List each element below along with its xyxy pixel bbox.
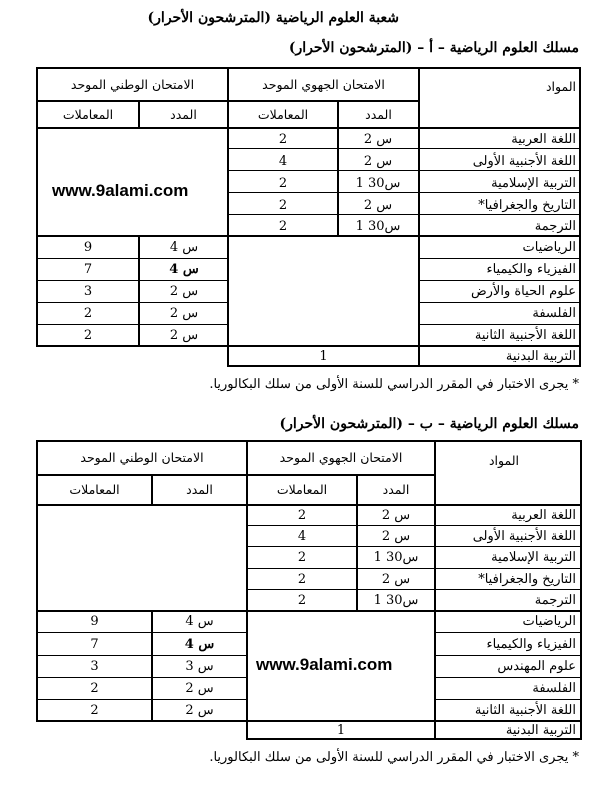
table-row-duration: 2 س (363, 198, 393, 213)
section-b-footnote: * يجرى الاختبار في المقرر الدراسي للسنة الأولى من سلك البكالوريا. (209, 750, 579, 765)
national-duration-header: المدد (186, 482, 213, 497)
table-row-subject: الفيزياء والكيمياء (486, 262, 576, 277)
table-row-duration: 2 س (169, 328, 199, 343)
table-row-coef: 2 (278, 219, 288, 234)
table-row-duration: 3 س (185, 659, 214, 674)
table-row-coef: 2 (297, 572, 307, 587)
subjects-header: المواد (545, 79, 576, 94)
table-row-subject: اللغة العربية (511, 508, 576, 523)
table-row-duration: 1 س30 (355, 219, 401, 234)
table-row-subject: اللغة الأجنبية الثانية (474, 703, 576, 718)
table-row-subject: الفلسفة (532, 306, 576, 321)
subjects-header: المواد (488, 453, 519, 468)
table-row-duration: 2 س (169, 306, 199, 321)
table-row-duration: 2 س (185, 703, 214, 718)
section-b-title: مسلك العلوم الرياضية – ب – (المترشحون الأحرار) (279, 416, 579, 432)
table-row-duration: 2 س (381, 508, 411, 523)
regional-header: الامتحان الجهوي الموحد (279, 450, 403, 465)
table-row-subject: اللغة الأجنبية الأولى (472, 154, 576, 169)
pe-subject: التربية البدنية (505, 349, 576, 364)
table-row-subject: اللغة العربية (511, 132, 576, 147)
table-row-subject: الرياضيات (522, 614, 576, 629)
table-row-subject: الرياضيات (522, 240, 576, 255)
table-row-subject: التربية الإسلامية (491, 176, 576, 191)
national-coef-header: المعاملات (69, 482, 120, 497)
table-row-duration: 2 س (169, 284, 199, 299)
table-row-subject: الترجمة (534, 593, 576, 608)
table-row-duration: 2 س (185, 681, 214, 696)
watermark: www.9alami.com (52, 181, 189, 200)
table-row-subject: التاريخ والجغرافيا* (478, 198, 576, 213)
table-row-duration: 4 س (169, 262, 199, 277)
national-coef-header: المعاملات (62, 107, 114, 122)
table-row-subject: الفيزياء والكيمياء (486, 637, 576, 652)
document-title: شعبة العلوم الرياضية (المترشحون الأحرار) (147, 10, 399, 26)
table-row-subject: التاريخ والجغرافيا* (478, 572, 576, 587)
national-empty-block (36, 504, 248, 612)
table-row-duration: 2 س (381, 529, 411, 544)
table-row-duration: 1 س30 (373, 593, 419, 608)
national-duration-header: المدد (170, 107, 197, 122)
table-row-coef: 2 (90, 681, 99, 696)
subjects-header-cell (434, 440, 582, 506)
table-row-duration: 2 س (363, 132, 393, 147)
regional-coef-header: المعاملات (276, 482, 328, 497)
table-row-coef: 3 (83, 284, 93, 299)
table-row-coef: 3 (90, 659, 99, 674)
table-row-coef: 2 (297, 550, 307, 565)
regional-coef-header: المعاملات (257, 107, 309, 122)
watermark: www.9alami.com (256, 655, 393, 674)
table-row-subject: الفلسفة (532, 681, 576, 696)
table-row-duration: 2 س (363, 154, 393, 169)
table-row-duration: 4 س (185, 614, 214, 629)
regional-header: الامتحان الجهوي الموحد (262, 77, 385, 92)
pe-subject: التربية البدنية (505, 723, 576, 738)
table-row-coef: 4 (278, 154, 288, 169)
pe-coef: 1 (319, 349, 328, 364)
table-row-coef: 9 (83, 240, 93, 255)
subjects-header-cell (418, 67, 581, 129)
section-a-footnote: * يجرى الاختبار في المقرر الدراسي للسنة الأولى من سلك البكالوريا. (209, 377, 579, 392)
regional-duration-header: المدد (382, 482, 410, 497)
regional-duration-header: المدد (365, 107, 392, 122)
national-header: الامتحان الوطني الموحد (80, 450, 204, 465)
table-row-coef: 2 (83, 306, 93, 321)
table-row-coef: 4 (297, 529, 307, 544)
national-header: الامتحان الوطني الموحد (70, 77, 195, 92)
table-row-duration: 1 س30 (355, 176, 401, 191)
table-row-duration: 2 س (381, 572, 411, 587)
pe-coef: 1 (336, 723, 346, 738)
table-row-coef: 2 (278, 176, 288, 191)
table-row-duration: 1 س30 (373, 550, 419, 565)
table-row-coef: 9 (90, 614, 99, 629)
table-row-subject: اللغة الأجنبية الثانية (474, 328, 576, 343)
table-row-subject: التربية الإسلامية (491, 550, 576, 565)
table-row-subject: اللغة الأجنبية الأولى (472, 529, 576, 544)
table-row-coef: 2 (297, 593, 307, 608)
table-row-subject: علوم الحياة والأرض (470, 284, 576, 299)
regional-empty-block (227, 235, 420, 347)
table-row-subject: علوم المهندس (497, 659, 576, 674)
table-row-coef: 2 (90, 703, 99, 718)
table-row-coef: 2 (278, 198, 288, 213)
table-row-subject: الترجمة (534, 219, 576, 234)
table-row-coef: 2 (278, 132, 288, 147)
table-row-coef: 2 (83, 328, 93, 343)
section-a-title: مسلك العلوم الرياضية – أ – (المترشحون الأحرار) (288, 40, 579, 56)
table-row-duration: 4 س (184, 637, 215, 652)
table-row-coef: 7 (83, 262, 93, 277)
table-row-duration: 4 س (169, 240, 199, 255)
table-row-coef: 2 (297, 508, 307, 523)
table-row-coef: 7 (90, 637, 99, 652)
